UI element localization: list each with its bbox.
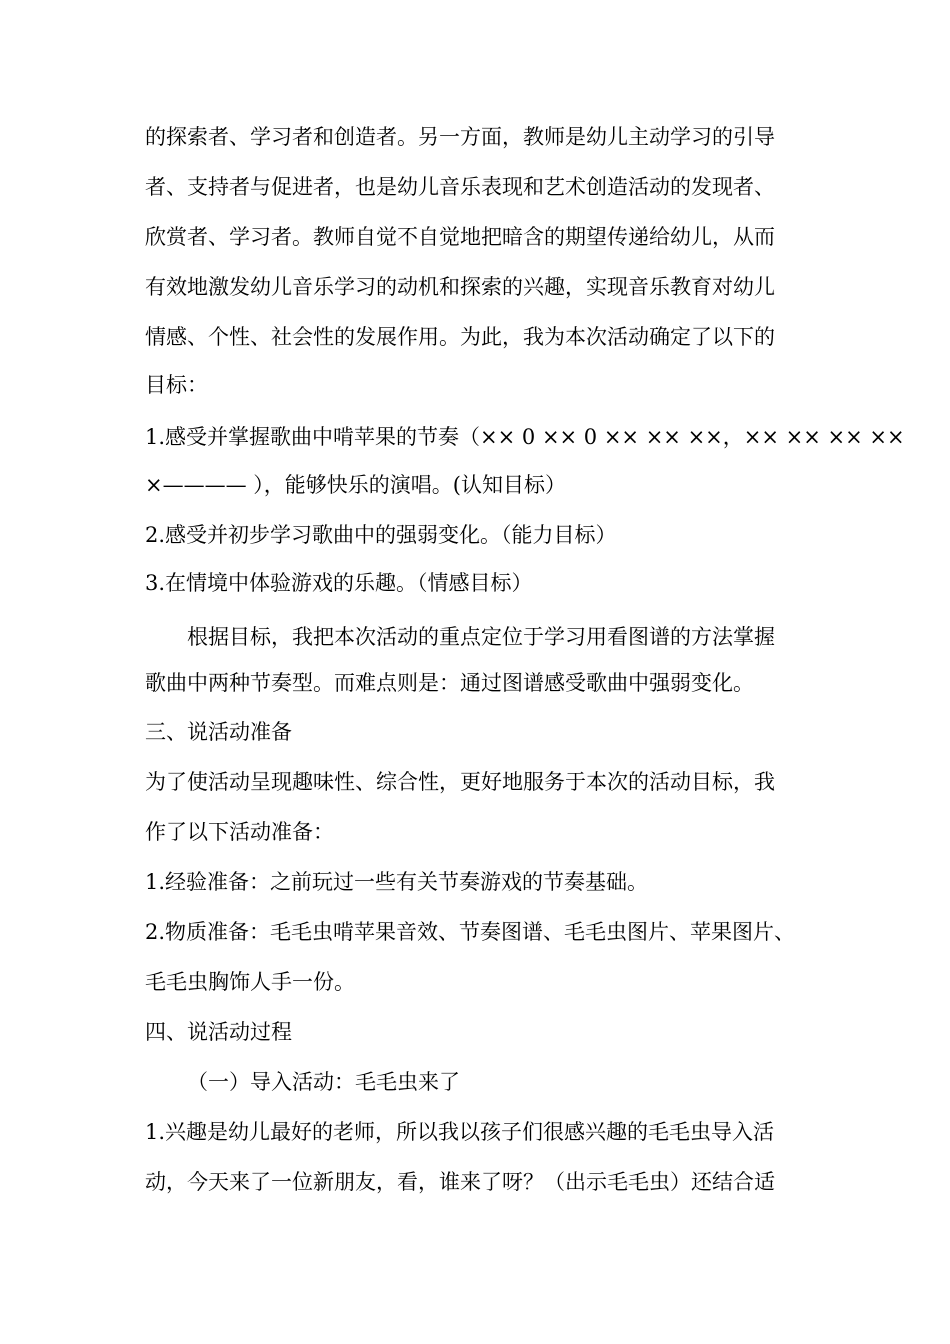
text-line-1: 的探索者、学习者和创造者。另一方面，教师是幼儿主动学习的引导 [145,125,775,149]
preparation-item-1: 1.经验准备：之前玩过一些有关节奏游戏的节奏基础。 [145,870,649,894]
process-paragraph-line-2: 动，今天来了一位新朋友，看，谁来了呀？（出示毛毛虫）还结合适 [145,1170,775,1194]
objective-2: 2.感受并初步学习歌曲中的强弱变化。（能力目标） [145,523,617,547]
text-line-6: 目标： [145,373,208,397]
objective-1-line-1: 1.感受并掌握歌曲中啃苹果的节奏（×× 0 ×× 0 ×× ×× ××，×× ×× ×× ×× [145,425,905,449]
text-line-2: 者、支持者与促进者，也是幼儿音乐表现和艺术创造活动的发现者、 [145,175,775,199]
objective-3: 3.在情境中体验游戏的乐趣。（情感目标） [145,571,533,595]
text-line-4: 有效地激发幼儿音乐学习的动机和探索的兴趣，实现音乐教育对幼儿 [145,275,775,299]
preparation-paragraph-line-1: 为了使活动呈现趣味性、综合性，更好地服务于本次的活动目标，我 [145,770,775,794]
preparation-item-2-line-1: 2.物质准备：毛毛虫啃苹果音效、节奏图谱、毛毛虫图片、苹果图片、 [145,920,796,944]
subsection-heading-intro: （一）导入活动：毛毛虫来了 [187,1070,460,1094]
preparation-paragraph-line-2: 作了以下活动准备： [145,820,334,844]
process-paragraph-line-1: 1.兴趣是幼儿最好的老师，所以我以孩子们很感兴趣的毛毛虫导入活 [145,1120,775,1144]
focus-paragraph-line-1: 根据目标，我把本次活动的重点定位于学习用看图谱的方法掌握 [187,625,775,649]
section-heading-preparation: 三、说活动准备 [145,720,292,744]
objective-1-line-2: ×———— ），能够快乐的演唱。(认知目标） [145,473,566,497]
text-line-5: 情感、个性、社会性的发展作用。为此，我为本次活动确定了以下的 [145,325,775,349]
preparation-item-2-line-2: 毛毛虫胸饰人手一份。 [145,970,355,994]
section-heading-process: 四、说活动过程 [145,1020,292,1044]
focus-paragraph-line-2: 歌曲中两种节奏型。而难点则是：通过图谱感受歌曲中强弱变化。 [145,671,754,695]
text-line-3: 欣赏者、学习者。教师自觉不自觉地把暗含的期望传递给幼儿，从而 [145,225,775,249]
